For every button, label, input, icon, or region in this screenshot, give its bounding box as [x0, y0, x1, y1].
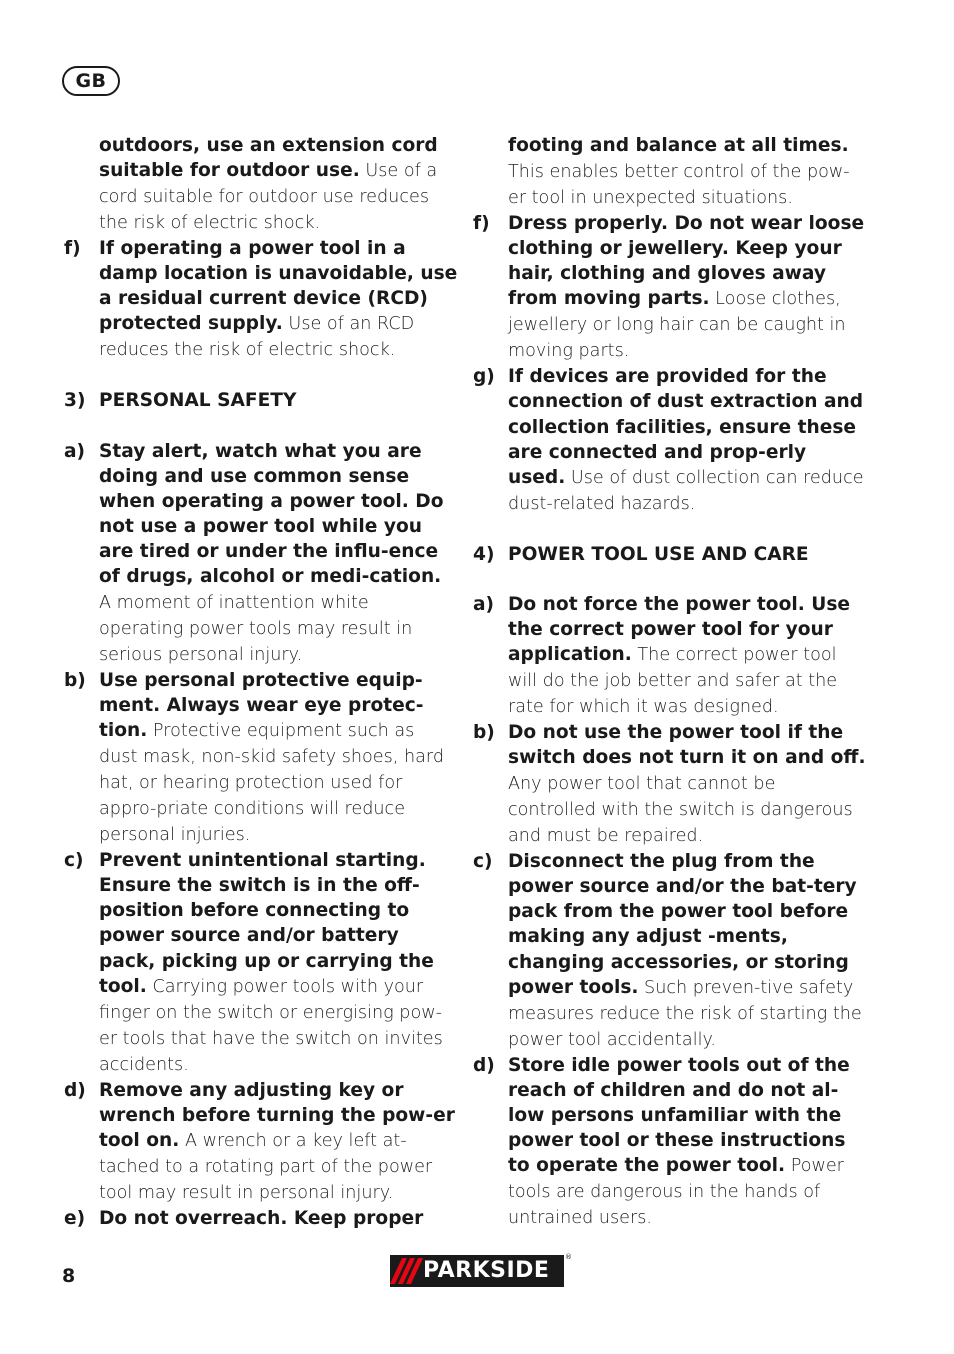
item-e [64, 1206, 458, 1231]
left-column [64, 133, 458, 1231]
item-label: b) [473, 722, 495, 744]
item-bold-text: Do not force the power tool. Use the correct power tool for your application. [508, 593, 851, 665]
item-label: a) [473, 593, 495, 615]
item-text: The correct power tool will do the job better and safer at the rate for which it was designed. [508, 644, 838, 718]
item-label: a) [64, 440, 86, 462]
item-label: f) [473, 213, 490, 235]
item-label: b) [64, 669, 86, 691]
item-text: Any power tool that cannot be controlled with the switch is dangerous and must be repaired. [508, 774, 853, 847]
item-e-continued [473, 133, 867, 211]
item-text: Such preven-tive safety measures reduce the risk of starting the power tool accidentally. [508, 977, 862, 1050]
item-g [473, 364, 867, 516]
language-badge: GB [62, 66, 120, 96]
item-text: Protective equipment such as dust mask, non-skid safety shoes, hard hat, or hearing protection used for appro-priate conditions will reduce personal injuries. [99, 721, 445, 846]
item-bold-text: If operating a power tool in a damp location is unavoidable, use a residual current device (RCD) protected supply. [99, 238, 458, 335]
item-label: d) [64, 1079, 86, 1101]
item-label: c) [473, 851, 493, 873]
item-e-continued [64, 133, 458, 236]
item-label: g) [473, 366, 495, 388]
item-bold-text: Store idle power tools out of the reach of children and do not al-low persons unfamiliar with the power tool or these instructions to operate the power tool. [508, 1054, 850, 1176]
item-text: Use of dust collection can reduce dust-related hazards. [508, 467, 864, 514]
section-title: POWER TOOL USE AND CARE [508, 543, 809, 565]
item-d [473, 1053, 867, 1231]
item-bold-text: Do not overreach. Keep proper [99, 1207, 424, 1229]
page-number: 8 [62, 1265, 76, 1287]
item-d [64, 1078, 458, 1206]
item-bold-text: Use personal protective equip-ment. Always wear eye protec-tion. [99, 669, 424, 742]
item-bold-text: Dress properly. Do not wear loose clothing or jewellery. Keep your hair, clothing and gloves away from moving parts. [508, 213, 865, 310]
item-text: Use of a cord suitable for outdoor use reduces the risk of electric shock. [99, 161, 438, 234]
item-f [473, 211, 867, 364]
item-text: A moment of inattention white operating power tools may result in serious personal injury. [99, 592, 413, 665]
item-c [64, 848, 458, 1077]
item-bold-text: Do not use the power tool if the switch does not turn it on and off. [508, 722, 866, 769]
item-bold-text: Remove any adjusting key or wrench before turning the pow-er tool on. [99, 1079, 455, 1151]
item-label: c) [64, 850, 84, 872]
section-title: PERSONAL SAFETY [99, 390, 297, 412]
section-heading-power-tool-use [473, 542, 867, 567]
item-text: Power tools are dangerous in the hands of untrained users. [508, 1155, 844, 1228]
item-bold-text: Disconnect the plug from the power source and/or the bat-tery pack from the power tool before making any adjust -ments, changing accessories, or storing power tools. [508, 851, 857, 998]
section-heading-personal-safety [64, 388, 458, 413]
item-label: f) [64, 238, 81, 260]
item-a [473, 592, 867, 720]
item-text: This enables better control of the pow-er tool in unexpected situations. [508, 162, 850, 209]
item-bold-text: Stay alert, watch what you are doing and use common sense when operating a power tool. Do not use a power tool while you are tired or under the influ-ence of drugs, alcohol or medi-cation. [99, 440, 444, 587]
parkside-logo [390, 1253, 572, 1287]
right-column [473, 133, 867, 1231]
section-number: 3) [64, 390, 86, 412]
item-b [473, 720, 867, 849]
item-label: d) [473, 1054, 495, 1076]
item-text: A wrench or a key left at-tached to a rotating part of the power tool may result in personal injury. [99, 1130, 433, 1203]
logo-stripes-icon [396, 1258, 417, 1284]
item-text: Use of an RCD reduces the risk of electric shock. [99, 314, 415, 361]
item-bold-text: If devices are provided for the connection of dust extraction and collection facilities, ensure these are connected and prop-erly used. [508, 366, 864, 488]
item-bold-text: outdoors, use an extension cord suitable for outdoor use. [99, 135, 438, 182]
item-f [64, 236, 458, 363]
item-bold-text: Prevent unintentional starting. Ensure the switch is in the off-position before connecting to power source and/or battery pack, picking up or carrying the tool. [99, 850, 434, 997]
registered-mark: ® [565, 1253, 572, 1261]
item-a [64, 439, 458, 668]
item-b [64, 668, 458, 848]
item-bold-text: footing and balance at all times. [508, 135, 849, 156]
item-text: Loose clothes, jewellery or long hair can be caught in moving parts. [508, 289, 846, 362]
logo-text: PARKSIDE [423, 1258, 550, 1283]
item-text: Carrying power tools with your finger on the switch or energising pow-er tools that have the switch on invites accidents. [99, 976, 443, 1075]
item-c [473, 849, 867, 1052]
item-label: e) [64, 1207, 86, 1229]
section-number: 4) [473, 543, 495, 565]
